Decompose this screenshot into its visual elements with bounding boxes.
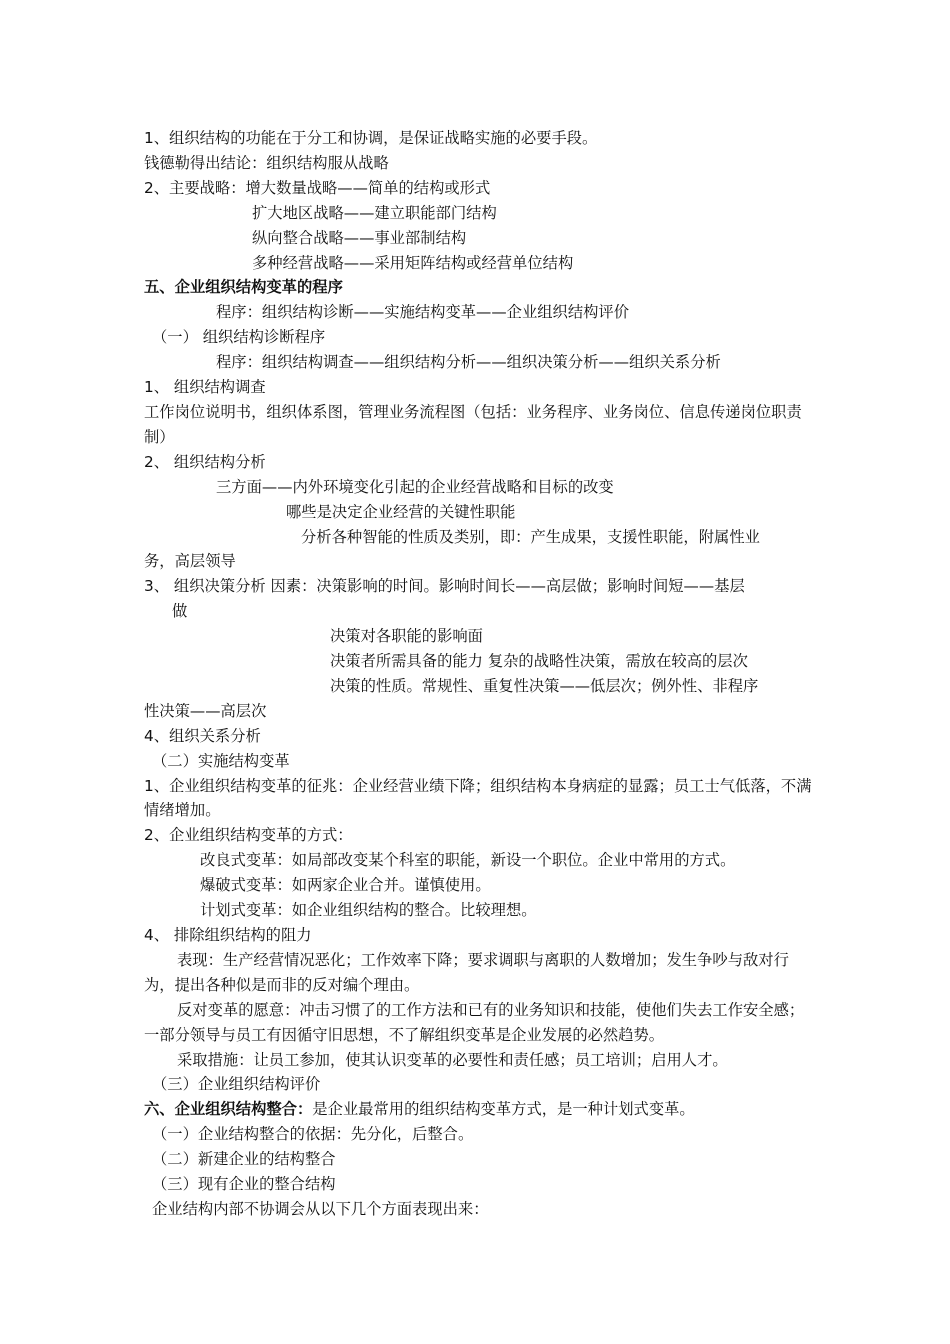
text-line: 1、 组织结构调查 [144,378,266,397]
section-heading-desc: 是企业最常用的组织结构变革方式，是一种计划式变革。 [312,1100,695,1119]
subsection-heading: （二）实施结构变革 [152,751,290,770]
text-line: 程序：组织结构诊断——实施结构变革——企业组织结构评价 [216,303,630,322]
text-line: 爆破式变革：如两家企业合并。谨慎使用。 [200,876,491,895]
text-line: 决策的性质。常规性、重复性决策——低层次；例外性、非程序 [330,676,759,695]
text-line: 纵向整合战略——事业部制结构 [252,228,467,247]
text-line: 4、 排除组织结构的阻力 [144,926,312,944]
text-line: 计划式变革：如企业组织结构的整合。比较理想。 [200,901,537,920]
text-paragraph: 工作岗位说明书，组织体系图，管理业务流程图（包括：业务程序、业务岗位、信息传递岗位职责制） [144,402,802,446]
text-line: 务，高层领导 [144,552,236,571]
text-line: 3、 组织决策分析 因素：决策影响的时间。影响时间长——高层做；影响时间短——基层 [144,577,745,596]
subsection-heading: （三）现有企业的整合结构 [152,1175,336,1194]
subsection-heading: （三）企业组织结构评价 [152,1075,321,1094]
text-line [144,1097,814,1122]
section-heading: 五、企业组织结构变革的程序 [144,278,343,297]
text-line: 分析各种智能的性质及类别，即：产生成果，支援性职能，附属性业 [301,527,760,546]
text-line: 决策者所需具备的能力 复杂的战略性决策，需放在较高的层次 [330,652,748,671]
text-line: 做 [172,602,188,621]
text-line: 钱德勒得出结论：组织结构服从战略 [144,153,389,172]
document-page [144,126,814,1222]
text-line: 性决策——高层次 [144,701,267,720]
text-line: 扩大地区战略——建立职能部门结构 [252,203,497,222]
text-line: 4、组织关系分析 [144,726,261,745]
text-line: 2、 组织结构分析 [144,452,266,471]
section-heading: 六、企业组织结构整合： [144,1100,313,1119]
text-line: 多种经营战略——采用矩阵结构或经营单位结构 [252,253,574,272]
text-line: 三方面——内外环境变化引起的企业经营战略和目标的改变 [216,477,614,496]
text-paragraph: 1、企业组织结构变革的征兆：企业经营业绩下降；组织结构本身病症的显露；员工士气低落，不满情绪增加。 [144,776,812,820]
subsection-heading: （一） 组织结构诊断程序 [152,328,326,347]
subsection-heading: （二）新建企业的结构整合 [152,1150,336,1169]
text-line: 决策对各职能的影响面 [330,627,483,646]
text-line: 1、组织结构的功能在于分工和协调，是保证战略实施的必要手段。 [144,129,598,147]
subsection-heading: （一）企业结构整合的依据：先分化，后整合。 [152,1125,474,1144]
text-line: 采取措施：让员工参加，使其认识变革的必要性和责任感；员工培训；启用人才。 [177,1050,728,1069]
text-paragraph: 反对变革的愿意：冲击习惯了的工作方法和已有的业务知识和技能，使他们失去工作安全感；一部分领导与员工有因循守旧思想，不了解组织变革是企业发展的必然趋势。 [144,1000,805,1044]
text-line: 2、主要战略：增大数量战略——简单的结构或形式 [144,178,491,197]
text-line: 2、企业组织结构变革的方式： [144,826,353,845]
text-line: 哪些是决定企业经营的关键性职能 [286,502,516,521]
text-line: 程序：组织结构调查——组织结构分析——组织决策分析——组织关系分析 [216,353,721,372]
text-line: 改良式变革：如局部改变某个科室的职能，新设一个职位。企业中常用的方式。 [200,851,736,870]
text-line: 企业结构内部不协调会从以下几个方面表现出来： [152,1199,489,1218]
text-paragraph: 表现：生产经营情况恶化；工作效率下降；要求调职与离职的人数增加；发生争吵与敌对行为，提出各种似是而非的反对编个理由。 [144,950,789,994]
